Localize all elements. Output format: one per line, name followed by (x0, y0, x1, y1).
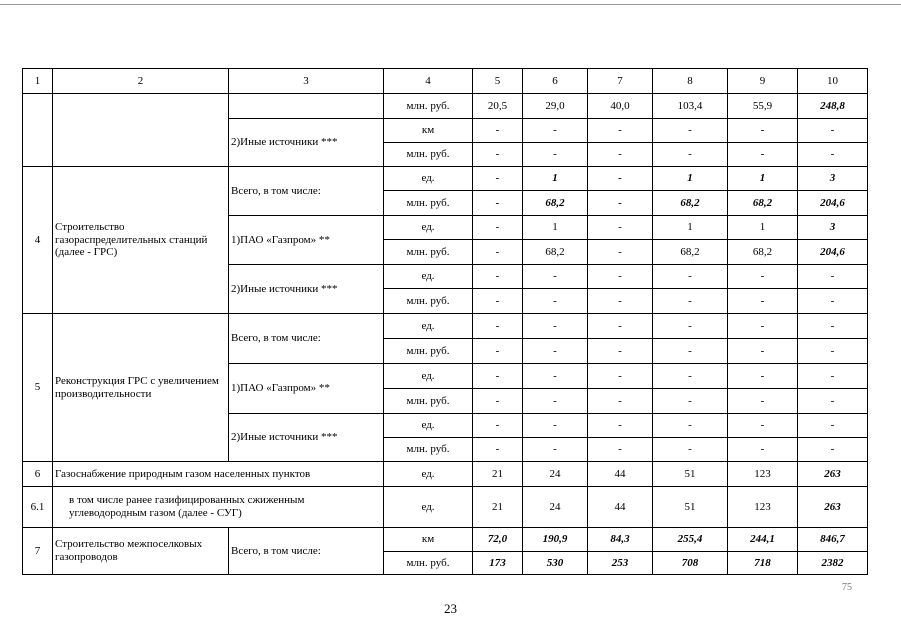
value-cell: 68,2 (653, 191, 728, 216)
value-cell: - (523, 414, 588, 438)
unit-cell: ед. (384, 314, 473, 339)
value-cell: - (588, 216, 653, 240)
header-cell: 10 (798, 69, 868, 94)
value-cell: 103,4 (653, 94, 728, 119)
row-number: 5 (23, 314, 53, 462)
unit-cell: км (384, 528, 473, 552)
value-cell: 123 (728, 462, 798, 487)
value-cell: 1 (653, 167, 728, 191)
unit-cell: км (384, 119, 473, 143)
row-number: 6.1 (23, 487, 53, 528)
value-cell: 21 (473, 462, 523, 487)
value-cell: - (473, 265, 523, 289)
value-cell: - (588, 438, 653, 462)
value-cell: 21 (473, 487, 523, 528)
value-cell: - (653, 438, 728, 462)
value-cell: - (473, 339, 523, 364)
value-cell: 1 (728, 167, 798, 191)
value-cell: - (798, 339, 868, 364)
unit-cell: млн. руб. (384, 289, 473, 314)
value-cell: - (588, 414, 653, 438)
total-cell: 204,6 (798, 240, 868, 265)
header-cell: 8 (653, 69, 728, 94)
value-cell: 40,0 (588, 94, 653, 119)
table-row (23, 314, 868, 339)
value-cell: - (588, 167, 653, 191)
value-cell: - (728, 265, 798, 289)
value-cell: 68,2 (728, 191, 798, 216)
value-cell: - (798, 389, 868, 414)
source-cell (229, 94, 384, 119)
value-cell: - (588, 143, 653, 167)
source-cell: 2)Иные источники *** (229, 265, 384, 314)
value-cell: - (653, 289, 728, 314)
value-cell: 718 (728, 552, 798, 575)
row-number: 6 (23, 462, 53, 487)
row-name: Газоснабжение природным газом населенных пунктов (53, 462, 384, 487)
value-cell: - (588, 289, 653, 314)
source-cell: Всего, в том числе: (229, 528, 384, 575)
value-cell: 530 (523, 552, 588, 575)
source-cell: 2)Иные источники *** (229, 414, 384, 462)
row-number (23, 94, 53, 167)
total-cell: 248,8 (798, 94, 868, 119)
value-cell: 253 (588, 552, 653, 575)
value-cell: - (588, 240, 653, 265)
header-cell: 2 (53, 69, 229, 94)
value-cell: - (523, 119, 588, 143)
header-cell: 6 (523, 69, 588, 94)
row-name: в том числе ранее газифицированных сжиженным углеводородным газом (далее - СУГ) (53, 487, 384, 528)
source-cell: 2)Иные источники *** (229, 119, 384, 167)
unit-cell: ед. (384, 265, 473, 289)
source-cell: Всего, в том числе: (229, 167, 384, 216)
value-cell: 20,5 (473, 94, 523, 119)
value-cell: 72,0 (473, 528, 523, 552)
unit-cell: млн. руб. (384, 438, 473, 462)
value-cell: - (728, 389, 798, 414)
value-cell: 51 (653, 487, 728, 528)
total-cell: 3 (798, 167, 868, 191)
value-cell: 708 (653, 552, 728, 575)
header-cell: 7 (588, 69, 653, 94)
value-cell: 55,9 (728, 94, 798, 119)
value-cell: - (473, 389, 523, 414)
value-cell: 68,2 (523, 191, 588, 216)
value-cell: - (473, 289, 523, 314)
value-cell: - (588, 364, 653, 389)
row-name: Строительство межпоселковых газопроводов (53, 528, 229, 575)
value-cell: 44 (588, 462, 653, 487)
value-cell: - (653, 364, 728, 389)
value-cell: 255,4 (653, 528, 728, 552)
source-cell: 1)ПАО «Газпром» ** (229, 216, 384, 265)
unit-cell: ед. (384, 167, 473, 191)
value-cell: - (728, 339, 798, 364)
value-cell: 1 (523, 167, 588, 191)
header-cell: 1 (23, 69, 53, 94)
value-cell: - (728, 289, 798, 314)
unit-cell: млн. руб. (384, 143, 473, 167)
value-cell: 173 (473, 552, 523, 575)
unit-cell: млн. руб. (384, 191, 473, 216)
value-cell: 51 (653, 462, 728, 487)
value-cell: - (473, 314, 523, 339)
value-cell: - (798, 364, 868, 389)
page-number: 23 (444, 601, 457, 616)
header-cell: 9 (728, 69, 798, 94)
value-cell: - (653, 143, 728, 167)
value-cell: 1 (728, 216, 798, 240)
value-cell: - (798, 289, 868, 314)
value-cell: - (473, 167, 523, 191)
value-cell: - (473, 119, 523, 143)
margin-mark: 75 (842, 582, 852, 593)
value-cell: 1 (653, 216, 728, 240)
value-cell: - (798, 265, 868, 289)
value-cell: - (473, 364, 523, 389)
table-row (23, 94, 868, 119)
value-cell: 123 (728, 487, 798, 528)
value-cell: 68,2 (728, 240, 798, 265)
table-row (23, 462, 868, 487)
value-cell: - (653, 414, 728, 438)
investment-table (22, 68, 868, 575)
top-rule (0, 4, 901, 5)
table-row (23, 167, 868, 191)
value-cell: 24 (523, 487, 588, 528)
value-cell: 29,0 (523, 94, 588, 119)
value-cell: - (523, 364, 588, 389)
value-cell: - (653, 339, 728, 364)
value-cell: - (588, 265, 653, 289)
value-cell: - (798, 414, 868, 438)
unit-cell: ед. (384, 364, 473, 389)
header-row (23, 69, 868, 94)
value-cell: - (798, 119, 868, 143)
table-row (23, 528, 868, 552)
value-cell: - (588, 389, 653, 414)
value-cell: - (798, 314, 868, 339)
value-cell: 244,1 (728, 528, 798, 552)
value-cell: - (473, 240, 523, 265)
value-cell: - (653, 265, 728, 289)
value-cell: - (473, 414, 523, 438)
value-cell: - (653, 314, 728, 339)
header-cell: 5 (473, 69, 523, 94)
unit-cell: ед. (384, 216, 473, 240)
value-cell: - (728, 438, 798, 462)
value-cell: - (728, 119, 798, 143)
unit-cell: млн. руб. (384, 339, 473, 364)
unit-cell: млн. руб. (384, 552, 473, 575)
value-cell: 68,2 (653, 240, 728, 265)
value-cell: - (523, 389, 588, 414)
source-cell: Всего, в том числе: (229, 314, 384, 364)
value-cell: - (473, 438, 523, 462)
header-cell: 3 (229, 69, 384, 94)
value-cell: - (473, 216, 523, 240)
value-cell: - (728, 143, 798, 167)
value-cell: - (588, 191, 653, 216)
row-number: 4 (23, 167, 53, 314)
value-cell: - (728, 414, 798, 438)
total-cell: 2382 (798, 552, 868, 575)
value-cell: - (653, 119, 728, 143)
table-row (23, 487, 868, 528)
value-cell: - (588, 339, 653, 364)
row-name: Строительство газораспределительных станций (далее - ГРС) (53, 167, 229, 314)
value-cell: 1 (523, 216, 588, 240)
unit-cell: ед. (384, 487, 473, 528)
value-cell: - (523, 339, 588, 364)
unit-cell: млн. руб. (384, 94, 473, 119)
total-cell: 204,6 (798, 191, 868, 216)
value-cell: 84,3 (588, 528, 653, 552)
unit-cell: ед. (384, 414, 473, 438)
row-number: 7 (23, 528, 53, 575)
unit-cell: млн. руб. (384, 389, 473, 414)
row-name (53, 94, 229, 167)
value-cell: - (473, 143, 523, 167)
value-cell: 68,2 (523, 240, 588, 265)
total-cell: 263 (798, 487, 868, 528)
row-name: Реконструкция ГРС с увеличением производительности (53, 314, 229, 462)
source-cell: 1)ПАО «Газпром» ** (229, 364, 384, 414)
value-cell: - (728, 364, 798, 389)
unit-cell: ед. (384, 462, 473, 487)
value-cell: - (798, 438, 868, 462)
value-cell: - (523, 438, 588, 462)
value-cell: - (523, 143, 588, 167)
value-cell: 44 (588, 487, 653, 528)
value-cell: - (798, 143, 868, 167)
value-cell: - (653, 389, 728, 414)
value-cell: - (523, 265, 588, 289)
value-cell: - (728, 314, 798, 339)
total-cell: 3 (798, 216, 868, 240)
value-cell: - (523, 289, 588, 314)
value-cell: - (588, 314, 653, 339)
value-cell: 24 (523, 462, 588, 487)
total-cell: 263 (798, 462, 868, 487)
total-cell: 846,7 (798, 528, 868, 552)
unit-cell: млн. руб. (384, 240, 473, 265)
value-cell: - (588, 119, 653, 143)
value-cell: - (473, 191, 523, 216)
value-cell: 190,9 (523, 528, 588, 552)
value-cell: - (523, 314, 588, 339)
header-cell: 4 (384, 69, 473, 94)
